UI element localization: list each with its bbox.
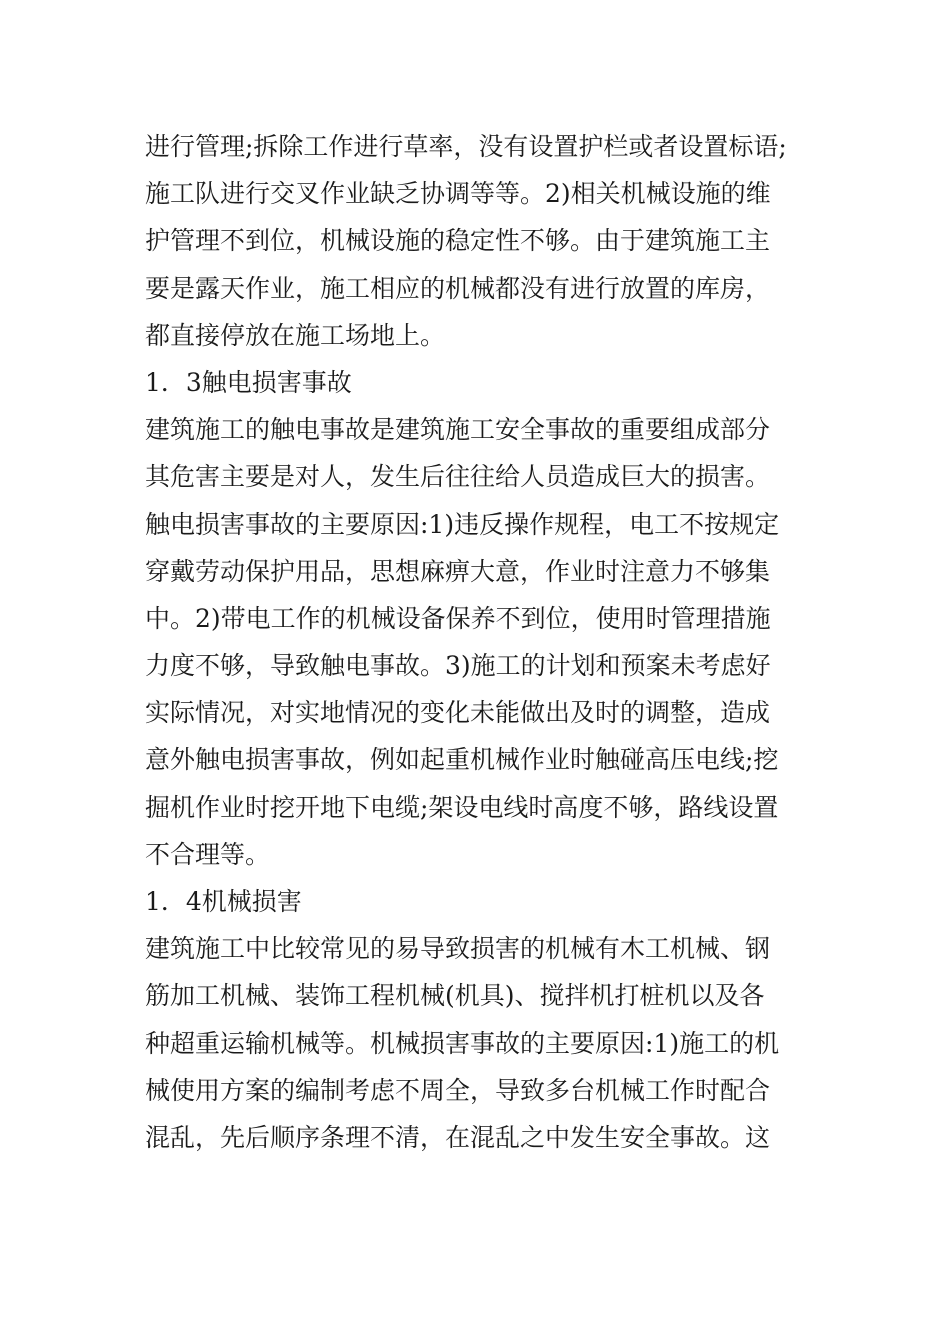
text-line: 种超重运输机械等。机械损害事故的主要原因:1)施工的机 [145,1028,780,1058]
text-line: 不合理等。 [145,839,271,869]
text-line: 械使用方案的编制考虑不周全，导致多台机械工作时配合 [145,1075,771,1105]
text-line: 触电损害事故的主要原因:1)违反操作规程，电工不按规定 [145,509,780,539]
text-line: 穿戴劳动保护用品，思想麻痹大意，作业时注意力不够集 [145,556,771,586]
section-heading: 1．4机械损害 [145,887,302,916]
text-line: 施工队进行交叉作业缺乏协调等等。2)相关机械设施的维 [145,179,771,209]
text-line: 建筑施工中比较常见的易导致损害的机械有木工机械、钢 [145,934,771,964]
text-line: 其危害主要是对人，发生后往往给人员造成巨大的损害。 [145,462,771,492]
section-heading: 1．3触电损害事故 [145,367,352,397]
text-line: 要是露天作业，施工相应的机械都没有进行放置的库房， [145,273,771,303]
text-line: 意外触电损害事故，例如起重机械作业时触碰高压电线;挖 [145,745,779,775]
text-line: 掘机作业时挖开地下电缆;架设电线时高度不够，路线设置 [145,792,779,822]
text-line: 进行管理;拆除工作进行草率，没有设置护栏或者设置标语; [145,132,787,161]
text-line: 建筑施工的触电事故是建筑施工安全事故的重要组成部分 [145,415,771,445]
text-line: 混乱，先后顺序条理不清，在混乱之中发生安全事故。这 [145,1122,771,1152]
body-text [145,123,815,1161]
text-line: 筋加工机械、装饰工程机械(机具)、搅拌机打桩机以及各 [145,981,765,1011]
text-line: 都直接停放在施工场地上。 [145,320,446,350]
text-line: 力度不够，导致触电事故。3)施工的计划和预案未考虑好 [145,651,771,681]
text-line: 护管理不到位，机械设施的稳定性不够。由于建筑施工主 [145,226,771,256]
text-line: 中。2)带电工作的机械设备保养不到位，使用时管理措施 [145,603,771,633]
text-line: 实际情况，对实地情况的变化未能做出及时的调整，造成 [145,698,771,728]
